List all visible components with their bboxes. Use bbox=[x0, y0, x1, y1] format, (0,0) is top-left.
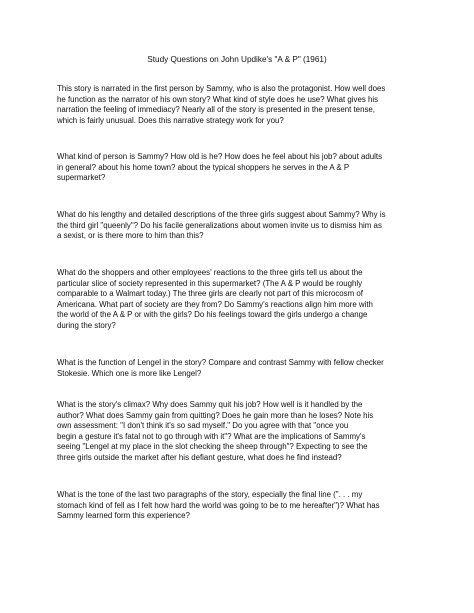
question-line: particular slice of society represented in this supermarket? (The A & P would be roughly bbox=[57, 278, 363, 288]
question-line: comparable to a Walmart today.) The three girls are clearly not part of this microcosm of bbox=[57, 289, 363, 299]
question-line: What do his lengthy and detailed descriptions of the three girls suggest about Sammy? Why is bbox=[57, 210, 386, 219]
question-line: the third girl "queenly"? Do his facile generalizations about women invite us to dismiss him as bbox=[57, 220, 382, 230]
question-line: in general? about his home town? about the typical shoppers he serves in the A & P bbox=[57, 162, 350, 172]
question-line: stomach kind of fell as I felt how hard the world was going to be to me hereafter")? What has bbox=[57, 500, 380, 510]
question-line: begin a gesture it's fatal not to go through with it"? What are the implications of Sammy's bbox=[57, 431, 366, 441]
question-7 bbox=[57, 490, 429, 522]
question-line: own assessment: "I don't think it's so sad myself." Do you agree with that "once you bbox=[57, 421, 349, 431]
question-6 bbox=[57, 400, 429, 464]
question-line: a sexist, or is there more to him than this? bbox=[57, 231, 204, 241]
question-line: during the story? bbox=[57, 320, 116, 330]
question-4 bbox=[57, 268, 429, 332]
question-line: What is the story's climax? Why does Sammy quit his job? How well is it handled by the bbox=[57, 400, 363, 409]
question-3 bbox=[57, 210, 429, 242]
question-line: This story is narrated in the first person by Sammy, who is also the protagonist. How well does bbox=[57, 84, 386, 93]
question-line: What do the shoppers and other employees' reactions to the three girls tell us about the bbox=[57, 268, 363, 277]
question-line: he function as the narrator of his own story? What kind of style does he use? What gives his bbox=[57, 94, 379, 104]
question-line: Americana. What part of society are they from? Do Sammy's reactions align him more with bbox=[57, 299, 373, 309]
question-line: What is the function of Lengel in the story? Compare and contrast Sammy with fellow checker bbox=[57, 358, 384, 367]
question-line: What is the tone of the last two paragraphs of the story, especially the final line (". . . my bbox=[57, 490, 363, 499]
question-line: Sammy learned form this experience? bbox=[57, 511, 190, 521]
question-line: three girls outside the market after his defiant gesture, what does he find instead? bbox=[57, 452, 342, 462]
question-1 bbox=[57, 84, 429, 126]
question-5 bbox=[57, 358, 429, 379]
question-line: narration the feeling of immediacy? Nearly all of the story is presented in the present tense, bbox=[57, 105, 375, 115]
question-line: seeing "Lengel at my place in the slot checking the sheep through"? Expecting to see the bbox=[57, 442, 368, 452]
question-line: author? What does Sammy gain from quitting? Does he gain more than he loses? Note his bbox=[57, 410, 374, 420]
question-line: the world of the A & P or with the girls? Do his feelings toward the girls undergo a change bbox=[57, 310, 368, 320]
question-2 bbox=[57, 152, 429, 184]
document-title: Study Questions on John Updike's "A & P" (1961) bbox=[147, 55, 327, 64]
question-line: What kind of person is Sammy? How old is he? How does he feel about his job? about adults bbox=[57, 152, 383, 161]
question-line: which is fairly unusual. Does this narrative strategy work for you? bbox=[57, 115, 284, 125]
question-line: supermarket? bbox=[57, 173, 106, 183]
question-line: Stokesie. Which one is more like Lengel? bbox=[57, 368, 202, 378]
